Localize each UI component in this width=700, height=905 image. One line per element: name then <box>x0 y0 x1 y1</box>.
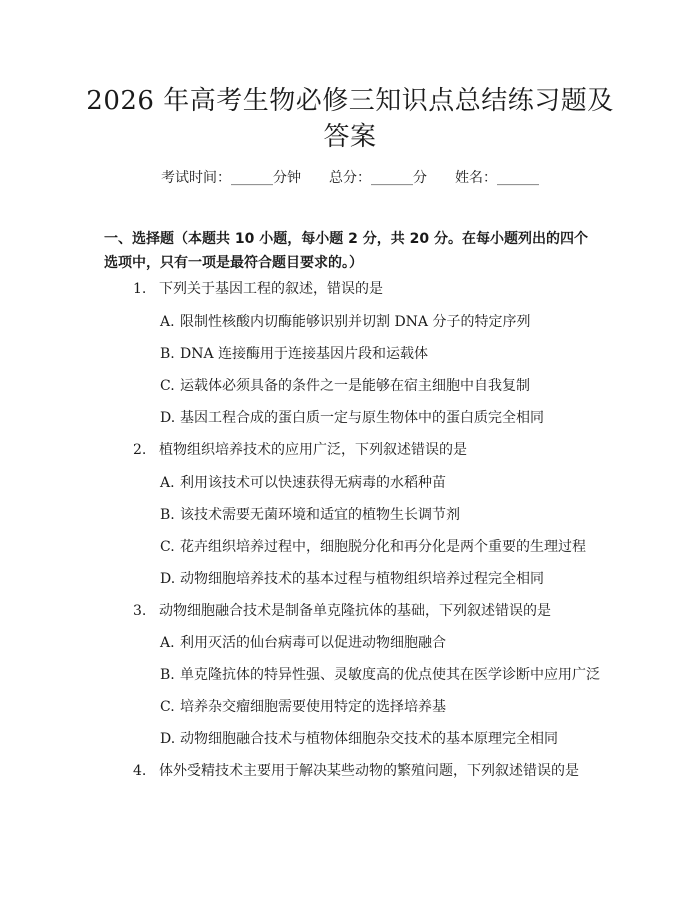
q2-option-d <box>160 569 544 589</box>
option-letter: D. <box>160 410 176 426</box>
q2-option-a <box>160 473 446 493</box>
option-letter: A. <box>160 635 175 651</box>
page-title <box>60 83 640 155</box>
title-line-2: 答案 <box>323 122 377 152</box>
q3-option-a <box>160 633 446 653</box>
q1-option-d <box>160 408 544 428</box>
title-line-1: 2026 年高考生物必修三知识点总结练习题及 <box>86 86 614 116</box>
option-letter: D. <box>160 571 176 587</box>
name-field: 姓名：______ <box>455 170 539 186</box>
option-text: 动物细胞融合技术与植物体细胞杂交技术的基本原理完全相同 <box>180 731 558 747</box>
total-score-field: 总分：______分 <box>329 170 427 186</box>
question-2 <box>133 440 467 460</box>
q2-option-c <box>160 537 586 557</box>
q3-option-b <box>160 665 600 685</box>
option-letter: C. <box>160 378 175 394</box>
question-number: 1. <box>133 281 147 297</box>
q1-option-c <box>160 376 530 396</box>
question-text: 下列关于基因工程的叙述，错误的是 <box>159 281 383 297</box>
option-text: 该技术需要无菌环境和适宜的植物生长调节剂 <box>180 507 460 523</box>
q2-option-b <box>160 505 460 525</box>
question-3 <box>133 601 551 621</box>
question-text: 体外受精技术主要用于解决某些动物的繁殖问题，下列叙述错误的是 <box>159 763 579 779</box>
question-1 <box>133 279 383 299</box>
question-4 <box>133 761 579 781</box>
q1-option-b <box>160 344 428 364</box>
option-text: DNA 连接酶用于连接基因片段和运载体 <box>180 346 429 362</box>
option-text: 基因工程合成的蛋白质一定与原生物体中的蛋白质完全相同 <box>180 410 544 426</box>
q3-option-c <box>160 697 446 717</box>
question-number: 3. <box>133 603 147 619</box>
option-text: 单克隆抗体的特异性强、灵敏度高的优点使其在医学诊断中应用广泛 <box>180 667 600 683</box>
option-letter: B. <box>160 667 175 683</box>
option-text: 利用灭活的仙台病毒可以促进动物细胞融合 <box>180 635 446 651</box>
option-text: 培养杂交瘤细胞需要使用特定的选择培养基 <box>180 699 446 715</box>
section-heading: 一、选择题（本题共 10 小题，每小题 2 分，共 20 分。在每小题列出的四个选项中，只有一项是最符合题目要求的。） <box>104 231 588 271</box>
question-number: 4. <box>133 763 147 779</box>
option-letter: C. <box>160 699 175 715</box>
option-letter: B. <box>160 507 175 523</box>
option-letter: A. <box>160 475 175 491</box>
question-text: 动物细胞融合技术是制备单克隆抗体的基础，下列叙述错误的是 <box>159 603 551 619</box>
option-text: 动物细胞培养技术的基本过程与植物组织培养过程完全相同 <box>180 571 544 587</box>
exam-time-field: 考试时间：______分钟 <box>161 170 301 186</box>
question-number: 2. <box>133 442 147 458</box>
option-letter: B. <box>160 346 175 362</box>
option-letter: A. <box>160 314 175 330</box>
option-letter: D. <box>160 731 176 747</box>
option-letter: C. <box>160 539 175 555</box>
option-text: 利用该技术可以快速获得无病毒的水稻种苗 <box>180 475 446 491</box>
q3-option-d <box>160 729 558 749</box>
option-text: 运载体必须具备的条件之一是能够在宿主细胞中自我复制 <box>180 378 530 394</box>
exam-info <box>0 168 700 188</box>
q1-option-a <box>160 312 530 332</box>
option-text: 花卉组织培养过程中，细胞脱分化和再分化是两个重要的生理过程 <box>180 539 586 555</box>
option-text: 限制性核酸内切酶能够识别并切割 DNA 分子的特定序列 <box>180 314 531 330</box>
question-text: 植物组织培养技术的应用广泛，下列叙述错误的是 <box>159 442 467 458</box>
